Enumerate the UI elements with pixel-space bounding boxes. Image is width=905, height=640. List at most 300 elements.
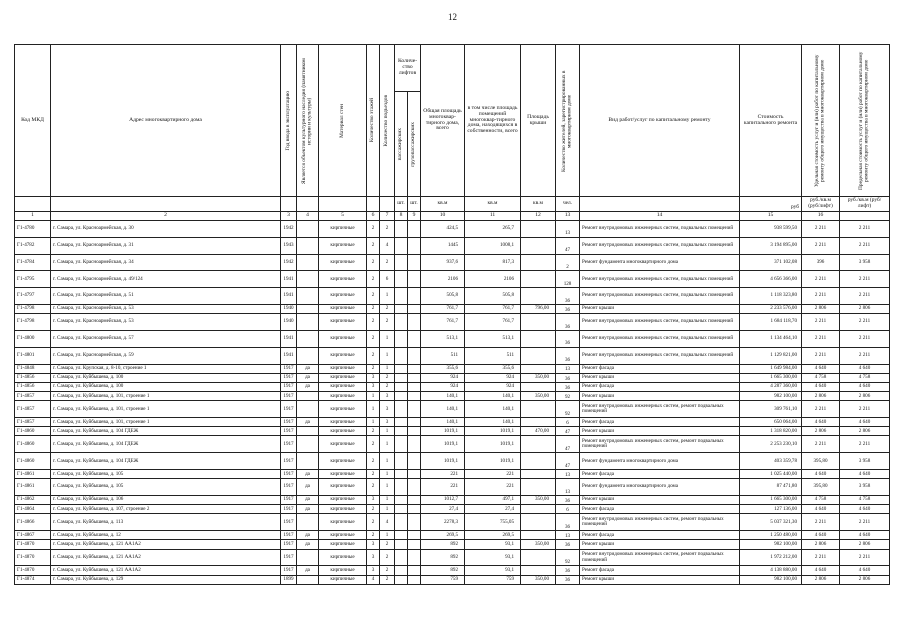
cell-work-type: Ремонт внутридомовых инженерных систем, подвальных помещений [580,237,740,254]
cell-code: Г1-4857 [15,401,51,418]
header-address: Адрес многоквартирного дома [51,45,281,197]
cell-residents: 47 [556,237,580,254]
cell-cost: 982 100,00 [740,392,802,401]
cell-residents: 92 [556,549,580,566]
cell-area-total: 140,1 [421,418,465,427]
column-number: 14 [580,212,740,221]
cell-limit-cost: 4 640 [840,531,890,540]
cell-roof-area [521,566,556,575]
cell-roof-area [521,364,556,373]
cell-area-owned: 1019,1 [465,427,521,436]
cell-work-type: Ремонт внутридомовых инженерных систем, ремонт подвальных помещений [580,401,740,418]
cell-area-total: 140,1 [421,392,465,401]
cell-unit-cost: 2 211 [802,314,840,331]
cell-material: кирпичные [319,288,367,305]
cell-work-type: Ремонт крыши [580,304,740,313]
cell-year: 1941 [281,330,297,347]
cell-material: кирпичные [319,271,367,288]
cell-lifts-freight [408,237,421,254]
cell-code: Г1-4860 [15,436,51,453]
cell-code: Г1-4861 [15,479,51,496]
cell-entrances: 2 [380,566,395,575]
cell-address: г. Самара, ул. Красноармейская, д. 51 [51,288,281,305]
table-row [15,575,890,584]
cell-area-owned: 93,1 [465,549,521,566]
cell-lifts-freight [408,401,421,418]
cell-area-total: 2278,3 [421,514,465,531]
cell-area-total: 1019,1 [421,453,465,470]
cell-work-type: Ремонт фасада [580,566,740,575]
table-row [15,566,890,575]
cell-unit-cost: 2 211 [802,347,840,364]
cell-entrances: 1 [380,436,395,453]
cell-area-owned: 140,1 [465,418,521,427]
cell-address: г. Самара, ул. Красноармейская, д. 59 [51,347,281,364]
cell-cost: 309 761,10 [740,401,802,418]
header-lifts-passenger: пассажирских [395,92,408,197]
cell-address: г. Самара, ул. Красноармейская, д. 49/124 [51,271,281,288]
cell-entrances: 1 [380,288,395,305]
cell-residents: 47 [556,436,580,453]
table-row [15,288,890,305]
cell-material: кирпичные [319,373,367,382]
cell-area-owned: 513,1 [465,330,521,347]
cell-cost: 371 102,08 [740,254,802,271]
cell-entrances: 2 [380,221,395,238]
cell-cost: 2 253 230,10 [740,436,802,453]
cell-limit-cost: 2 806 [840,540,890,549]
table-row [15,364,890,373]
cell-unit-cost: 2 211 [802,330,840,347]
cell-code: Г1-4797 [15,288,51,305]
cell-year: 1917 [281,418,297,427]
cell-roof-area [521,221,556,238]
cell-entrances: 1 [380,364,395,373]
cell-area-owned: 93,1 [465,540,521,549]
cell-heritage [297,575,319,584]
cell-entrances: 1 [380,470,395,479]
cell-code: Г1-4874 [15,575,51,584]
cell-heritage: да [297,566,319,575]
cell-area-total: 924 [421,382,465,391]
cell-residents: 13 [556,470,580,479]
cell-code: Г1-4861 [15,470,51,479]
cell-entrances: 6 [380,271,395,288]
column-number: 13 [556,212,580,221]
cell-roof-area: 350,00 [521,540,556,549]
cell-residents: 2 [556,254,580,271]
cell-limit-cost: 2 211 [840,314,890,331]
cell-address: г. Самара, ул. Куйбышева, д. 101, строение 1 [51,401,281,418]
cell-material: кирпичные [319,237,367,254]
cell-lifts-passenger [395,496,408,505]
cell-roof-area [521,479,556,496]
cell-unit-cost: 2 211 [802,514,840,531]
cell-lifts-freight [408,271,421,288]
cell-floors: 2 [367,453,380,470]
cell-area-owned: 759 [465,575,521,584]
cell-residents: 6 [556,418,580,427]
cell-lifts-passenger [395,288,408,305]
cell-code: Г1-4867 [15,531,51,540]
page-number: 12 [448,12,457,22]
cell-year: 1940 [281,314,297,331]
cell-residents: 36 [556,347,580,364]
cell-material: кирпичные [319,314,367,331]
cell-year: 1917 [281,470,297,479]
cell-lifts-passenger [395,436,408,453]
table-row [15,549,890,566]
cell-area-total: 1012,7 [421,496,465,505]
table-row [15,401,890,418]
cell-lifts-freight [408,314,421,331]
column-number: 1 [15,212,51,221]
cell-lifts-freight [408,288,421,305]
cell-area-total: 761,7 [421,304,465,313]
cell-roof-area: 470,00 [521,427,556,436]
cell-material: кирпичные [319,470,367,479]
cell-cost: 1 665 300,00 [740,373,802,382]
table-row [15,531,890,540]
cell-limit-cost: 4 640 [840,418,890,427]
table-row [15,453,890,470]
cell-code: Г1-4860 [15,453,51,470]
cell-residents: 13 [556,479,580,496]
cell-material: кирпичные [319,566,367,575]
cell-area-total: 937,6 [421,254,465,271]
cell-address: г. Самара, ул. Куйбышева, д. 113 [51,514,281,531]
cell-cost: 2 233 576,00 [740,304,802,313]
cell-limit-cost: 2 806 [840,392,890,401]
cell-year: 1917 [281,392,297,401]
cell-roof-area: 350,00 [521,392,556,401]
cell-work-type: Ремонт крыши [580,427,740,436]
cell-floors: 3 [367,566,380,575]
cell-material: кирпичные [319,304,367,313]
cell-cost: 1 318 820,00 [740,427,802,436]
cell-limit-cost: 4 640 [840,470,890,479]
cell-unit-cost: 2 211 [802,237,840,254]
cell-cost: 87 471,80 [740,479,802,496]
cell-residents: 36 [556,314,580,331]
header-year: Год ввода в эксплуатацию [281,45,297,197]
cell-area-total: 269,5 [421,531,465,540]
cell-code: Г1-4857 [15,392,51,401]
cell-lifts-passenger [395,470,408,479]
cell-lifts-freight [408,254,421,271]
cell-unit-cost: 2 211 [802,221,840,238]
cell-year: 1917 [281,401,297,418]
cell-floors: 2 [367,531,380,540]
cell-limit-cost: 2 806 [840,304,890,313]
cell-cost: 4 138 880,00 [740,566,802,575]
cell-code: Г1-4782 [15,237,51,254]
cell-work-type: Ремонт внутридомовых инженерных систем, ремонт подвальных помещений [580,514,740,531]
cell-area-owned: 755,05 [465,514,521,531]
cell-residents: 92 [556,392,580,401]
table-row [15,382,890,391]
cell-code: Г1-4870 [15,549,51,566]
cell-limit-cost: 2 211 [840,436,890,453]
cell-limit-cost: 4 640 [840,566,890,575]
cell-work-type: Ремонт фундамента многоквартирного дома [580,254,740,271]
cell-residents: 47 [556,427,580,436]
cell-unit-cost: 4 640 [802,364,840,373]
cell-unit-cost: 4 640 [802,418,840,427]
cell-material: кирпичные [319,540,367,549]
cell-unit-cost: 2 806 [802,540,840,549]
cell-work-type: Ремонт внутридомовых инженерных систем, ремонт подвальных помещений [580,436,740,453]
table-row [15,347,890,364]
cell-work-type: Ремонт крыши [580,392,740,401]
cell-floors: 4 [367,575,380,584]
cell-address: г. Самара, ул. Куйбышева, д. 129 [51,575,281,584]
cell-cost: 1 129 821,00 [740,347,802,364]
cell-floors: 2 [367,288,380,305]
cell-heritage [297,237,319,254]
cell-floors: 3 [367,382,380,391]
cell-area-total: 221 [421,479,465,496]
cell-roof-area: 350,00 [521,496,556,505]
table-row [15,505,890,514]
cell-roof-area [521,288,556,305]
cell-address: г. Самара, ул. Куйбышева, д. 121 АА1А2 [51,549,281,566]
cell-lifts-freight [408,566,421,575]
cell-year: 1917 [281,496,297,505]
cell-limit-cost: 2 806 [840,427,890,436]
unit-lifts-freight: шт. [408,197,421,212]
cell-work-type: Ремонт фасада [580,364,740,373]
cell-lifts-passenger [395,373,408,382]
cell-cost: 4 287 360,00 [740,382,802,391]
cell-work-type: Ремонт внутридомовых инженерных систем, подвальных помещений [580,271,740,288]
cell-year: 1917 [281,531,297,540]
header-lifts-group: Количе-ство лифтов [395,45,421,92]
cell-address: г. Самара, ул. Куйбышева, д. 121 АА1А2 [51,566,281,575]
cell-material: кирпичные [319,531,367,540]
cell-heritage [297,453,319,470]
cell-unit-cost: 395,80 [802,479,840,496]
cell-year: 1899 [281,575,297,584]
cell-unit-cost: 4 640 [802,505,840,514]
cell-roof-area [521,453,556,470]
cell-address: г. Самара, ул. Красноармейская, д. 53 [51,314,281,331]
header-roof-area: Площадь крыши [521,45,556,197]
cell-lifts-freight [408,479,421,496]
cell-address: г. Самара, ул. Куйбышева, д. 104 ГДЕЖ [51,436,281,453]
column-number: 3 [281,212,297,221]
cell-address: г. Самара, ул. Красноармейская, д. 57 [51,330,281,347]
cell-lifts-freight [408,304,421,313]
header-area-owned: в том числе площадь помещений многоквар-тирного дома, находящихся в собственности, всего [465,45,521,197]
cell-heritage: да [297,382,319,391]
unit-lifts-passenger: шт. [395,197,408,212]
cell-work-type: Ремонт внутридомовых инженерных систем, подвальных помещений [580,314,740,331]
cell-material: кирпичные [319,479,367,496]
cell-unit-cost: 2 211 [802,401,840,418]
cell-floors: 2 [367,237,380,254]
cell-lifts-passenger [395,540,408,549]
column-number: 8 [395,212,408,221]
header-lifts-freight: грузопассажирских [408,92,421,197]
cell-year: 1917 [281,514,297,531]
cell-area-owned: 1008,1 [465,237,521,254]
cell-code: Г1-4780 [15,221,51,238]
cell-area-total: 27,4 [421,505,465,514]
cell-lifts-freight [408,505,421,514]
cell-lifts-freight [408,347,421,364]
unit-area-total: кв.м [421,197,465,212]
cell-material: кирпичные [319,496,367,505]
cell-area-total: 1019,1 [421,427,465,436]
cell-residents: 13 [556,364,580,373]
cell-area-owned: 497,1 [465,496,521,505]
cell-lifts-freight [408,382,421,391]
cell-floors: 2 [367,470,380,479]
cell-unit-cost: 2 211 [802,271,840,288]
unit-roof-area: кв.м [521,197,556,212]
cell-lifts-freight [408,221,421,238]
cell-unit-cost: 2 806 [802,392,840,401]
cell-address: г. Самара, ул. Красноармейская, д. 30 [51,221,281,238]
cell-entrances: 2 [380,314,395,331]
cell-lifts-passenger [395,453,408,470]
cell-roof-area [521,505,556,514]
cell-area-total: 892 [421,566,465,575]
cell-lifts-passenger [395,221,408,238]
cell-area-total: 355,6 [421,364,465,373]
cell-lifts-passenger [395,514,408,531]
cell-residents: 36 [556,566,580,575]
cell-limit-cost: 4 640 [840,364,890,373]
cell-work-type: Ремонт крыши [580,540,740,549]
header-work-type: Вид работ/услуг по капитальному ремонту [580,45,740,197]
cell-entrances: 4 [380,237,395,254]
cell-code: Г1-4784 [15,254,51,271]
cell-limit-cost: 2 211 [840,288,890,305]
cell-area-total: 505,8 [421,288,465,305]
cell-material: кирпичные [319,330,367,347]
cell-code: Г1-4864 [15,505,51,514]
cell-floors: 2 [367,514,380,531]
cell-work-type: Ремонт внутридомовых инженерных систем, ремонт подвальных помещений [580,549,740,566]
cell-lifts-freight [408,453,421,470]
cell-area-owned: 355,6 [465,364,521,373]
cell-limit-cost: 2 211 [840,401,890,418]
cell-heritage: да [297,531,319,540]
cell-code: Г1-4795 [15,271,51,288]
cell-unit-cost: 2 211 [802,288,840,305]
cell-unit-cost: 2 211 [802,436,840,453]
cell-work-type: Ремонт крыши [580,373,740,382]
cell-cost: 982 100,00 [740,540,802,549]
column-numbers-row [15,212,890,221]
cell-roof-area [521,314,556,331]
cell-unit-cost: 4 640 [802,566,840,575]
cell-cost: 127 136,00 [740,505,802,514]
cell-limit-cost: 2 211 [840,271,890,288]
cell-work-type: Ремонт фасада [580,470,740,479]
unit-residents: чел. [556,197,580,212]
cell-roof-area: 796,00 [521,304,556,313]
column-number: 9 [408,212,421,221]
cell-roof-area [521,418,556,427]
cell-lifts-freight [408,330,421,347]
cell-unit-cost: 4 758 [802,496,840,505]
cell-lifts-freight [408,575,421,584]
cell-material: кирпичные [319,427,367,436]
cell-work-type: Ремонт внутридомовых инженерных систем, подвальных помещений [580,347,740,364]
cell-floors: 1 [367,392,380,401]
cell-cost: 1 025 440,00 [740,470,802,479]
cell-cost: 1 134 464,10 [740,330,802,347]
cell-residents: 128 [556,271,580,288]
cell-entrances: 1 [380,330,395,347]
cell-residents: 36 [556,496,580,505]
cell-residents: 47 [556,453,580,470]
column-number: 4 [297,212,319,221]
cell-material: кирпичные [319,418,367,427]
cell-address: г. Самара, ул. Куйбышева, д. 101, строение 1 [51,418,281,427]
cell-area-owned: 221 [465,479,521,496]
header-code: Код МКД [15,45,51,197]
cell-year: 1943 [281,237,297,254]
cell-cost: 1 250 480,00 [740,531,802,540]
cell-lifts-freight [408,496,421,505]
cell-area-total: 424,5 [421,221,465,238]
cell-area-total: 221 [421,470,465,479]
cell-limit-cost: 2 211 [840,347,890,364]
cell-limit-cost: 3 958 [840,453,890,470]
table-row [15,514,890,531]
cell-roof-area [521,401,556,418]
cell-lifts-passenger [395,237,408,254]
cell-residents: 36 [556,575,580,584]
cell-heritage [297,254,319,271]
cell-lifts-freight [408,427,421,436]
cell-roof-area: 350,00 [521,575,556,584]
cell-cost: 5 037 321,30 [740,514,802,531]
cell-material: кирпичные [319,392,367,401]
cell-work-type: Ремонт крыши [580,575,740,584]
cell-floors: 2 [367,304,380,313]
cell-heritage: да [297,496,319,505]
cell-material: кирпичные [319,514,367,531]
cell-lifts-freight [408,418,421,427]
cell-floors: 1 [367,401,380,418]
cell-residents: 36 [556,514,580,531]
cell-unit-cost: 395,80 [802,453,840,470]
cell-heritage [297,427,319,436]
cell-heritage: да [297,540,319,549]
cell-lifts-freight [408,373,421,382]
cell-floors: 2 [367,347,380,364]
cell-residents: 36 [556,288,580,305]
cell-area-total: 924 [421,373,465,382]
cell-entrances: 3 [380,401,395,418]
cell-address: г. Самара, ул. Куйбышева, д. 12 [51,531,281,540]
column-number: 16 [802,212,840,221]
cell-unit-cost: 4 640 [802,531,840,540]
cell-year: 1917 [281,549,297,566]
cell-area-owned: 924 [465,382,521,391]
column-number: 7 [380,212,395,221]
cell-roof-area [521,470,556,479]
cell-cost: 982 100,00 [740,575,802,584]
cell-lifts-passenger [395,401,408,418]
cell-cost: 938 599,50 [740,221,802,238]
cell-lifts-passenger [395,254,408,271]
